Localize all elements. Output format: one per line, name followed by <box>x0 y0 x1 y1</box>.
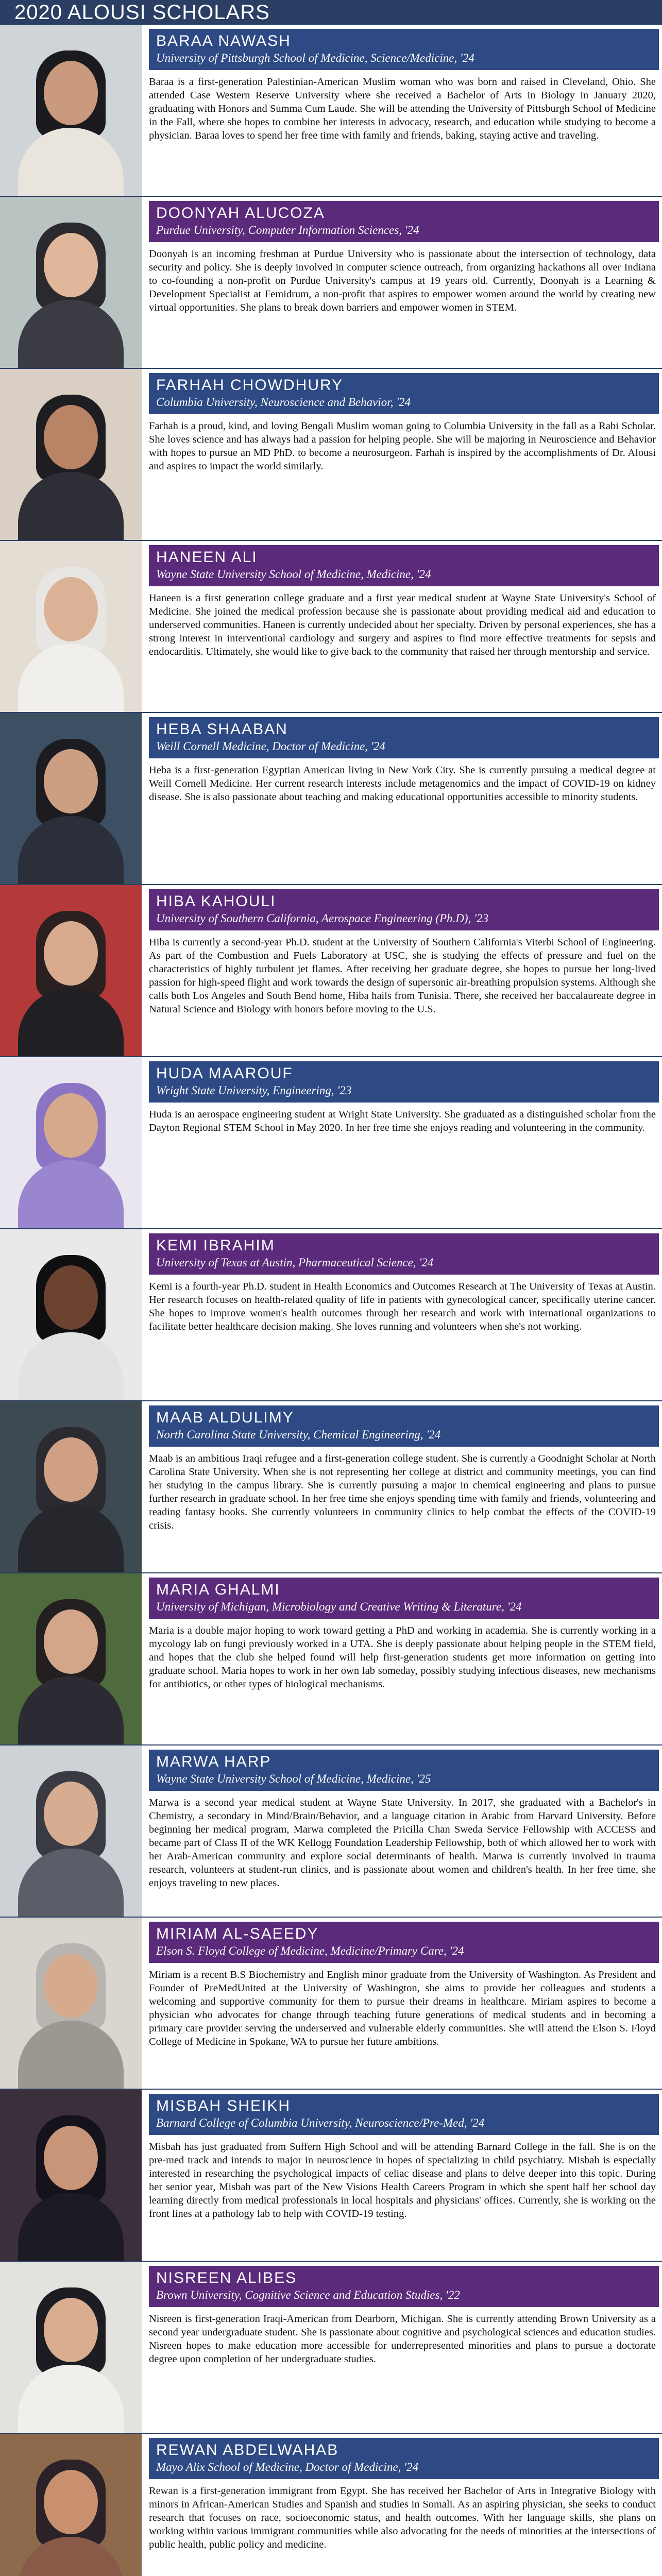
portrait-face <box>44 1093 98 1158</box>
name-bar <box>149 2438 659 2479</box>
portrait-body <box>18 816 124 884</box>
portrait-body <box>18 128 124 196</box>
scholar-photo <box>0 197 142 368</box>
scholar-photo <box>0 713 142 884</box>
scholar-entry-haneen-ali <box>0 541 662 713</box>
portrait-body <box>18 2365 124 2433</box>
portrait-face <box>44 921 98 986</box>
portrait-body <box>18 1504 124 1572</box>
portrait-face <box>44 1437 98 1502</box>
name-bar <box>149 29 659 70</box>
scholar-name: NISREEN ALIBES <box>156 2269 297 2286</box>
scholar-bio: Misbah has just graduated from Suffern High School and will be attending Barnard College in the fall. She is on the pre-med track and intends to major in neuroscience in hopes of specializing in child psychiatry. Misbah is especially interested in researching the psychological impacts of celiac disease and plans to delve deeper into this topic. During her senior year, Misbah was part of the New Visions Health Careers Program in which she spent half her school day learning directly from medical professionals in local hospitals and physicians' offices. Currently, she is working on the front lines at a pathology lab to help with COVID-19 testing. <box>149 2141 656 2219</box>
scholar-photo <box>0 1918 142 2089</box>
portrait-body <box>18 988 124 1056</box>
scholar-name: REWAN ABDELWAHAB <box>156 2442 339 2459</box>
scholar-photo <box>0 2262 142 2433</box>
name-bar <box>149 1233 659 1275</box>
scholar-name: HIBA KAHOULI <box>156 893 276 910</box>
scholar-name: MISBAH SHEIKH <box>156 2097 291 2114</box>
scholar-list <box>0 25 662 2576</box>
name-bar <box>149 717 659 758</box>
scholar-name: HEBA SHAABAN <box>156 721 288 738</box>
scholar-bio: Maab is an ambitious Iraqi refugee and a first-generation college student. She is currently a Goodnight Scholar at North Carolina State University. When she is not representing her college at district and community meetings, you can find her studying in the campus library. She is currently pursuing a major in chemical engineering and plans to pursue further research in graduate school. In her free time she enjoys spending time with family and friends, volunteering and reading fantasy books. She currently volunteers in community clinics to help combat the effects of the COVID-19 crisis. <box>149 1453 656 1531</box>
scholar-bio: Baraa is a first-generation Palestinian-American Muslim woman who was born and raised in Cleveland, Ohio. She attended Case Western Reserve University where she received a Bachelor of Arts in Biology in January 2020, graduating with Honors and Summa Cum Laude. She will be attending the University of Pittsburgh School of Medicine in the Fall, where she hopes to combine her interests in advocacy, research, and education while studying to become a physician. Baraa loves to spend her free time with family and friends, baking, staying active and traveling. <box>149 76 656 141</box>
portrait-face <box>44 577 98 641</box>
scholar-entry-nisreen-alibes <box>0 2262 662 2434</box>
scholar-school: Barnard College of Columbia University, Neuroscience/Pre-Med, '24 <box>156 2116 485 2129</box>
name-bar <box>149 1922 659 1963</box>
scholar-school: Wright State University, Engineering, '23 <box>156 1084 352 1097</box>
scholar-photo <box>0 1229 142 1400</box>
name-bar <box>149 1578 659 1619</box>
scholar-entry-kemi-ibrahim <box>0 1229 662 1401</box>
name-bar <box>149 373 659 414</box>
scholar-entry-doonyah-alucoza <box>0 197 662 369</box>
portrait-face <box>44 2126 98 2190</box>
scholar-bio: Maria is a double major hoping to work toward getting a PhD and working in academia. She is currently working in a mycology lab on fungi previously worked in a UTA. She is deeply passionate about helping people in the STEM field, and hopes that the club she helped found will help first-generation students get more information on getting into graduate school. Maria hopes to work in her own lab someday, possibly studying infectious diseases, new mechanisms for antibiotics, or other types of biological mechanisms. <box>149 1625 656 1690</box>
name-bar <box>149 889 659 930</box>
scholar-bio: Miriam is a recent B.S Biochemistry and English minor graduate from the University of Washington. As President and Founder of PreMedUnited at the University of Washington, she aims to provide her colleagues and students a welcoming and supportive community for them to pursue their dreams in healthcare. Miriam aspires to become a physician who advocates for change through teaching future generations of medical students and in becoming a primary care provider serving the underserved and vulnerable elderly communities. She will attend the Elson S. Floyd College of Medicine in Spokane, WA to pursue her future ambitions. <box>149 1969 656 2047</box>
scholar-name: FARHAH CHOWDHURY <box>156 377 344 394</box>
scholar-bio: Farhah is a proud, kind, and loving Bengali Muslim woman going to Columbia University in the fall as a Rabi Scholar. She loves science and has always had a passion for helping people. She will be majoring in Neuroscience and Behavior with hopes to pursue an MD PhD. to become a neurosurgeon. Farhah is inspired by the accomplishments of Dr. Alousi and aspires to impact the world similarly. <box>149 420 656 472</box>
scholar-name: MARIA GHALMI <box>156 1581 280 1598</box>
portrait-face <box>44 61 98 125</box>
portrait-body <box>18 1849 124 1917</box>
scholar-photo <box>0 541 142 712</box>
portrait-body <box>18 1332 124 1400</box>
page-title: 2020 ALOUSI SCHOLARS <box>0 0 662 25</box>
scholar-bio: Hiba is currently a second-year Ph.D. student at the University of Southern California's Viterbi School of Engineering. As part of the Combustion and Fuels Laboratory at USC, she is studying the effects of pressure and fuel on the characteristics of highly turbulent jet flames. After receiving her graduate degree, she hopes to pursue her long-lived passion for high-speed flight and work towards the design of supersonic air-breathing propulsion systems. Although she calls both Los Angeles and South Bend home, Hiba hails from Tunisia. There, she received her baccalaureate degree in Natural Science and Biology with honors before moving to the U.S. <box>149 937 656 1015</box>
scholar-entry-misbah-sheikh <box>0 2090 662 2262</box>
scholar-entry-baraa-nawash <box>0 25 662 197</box>
portrait-face <box>44 1782 98 1846</box>
portrait-face <box>44 405 98 469</box>
scholar-name: MARWA HARP <box>156 1753 271 1770</box>
scholar-photo <box>0 1745 142 1917</box>
scholar-school: Columbia University, Neuroscience and Behavior, '24 <box>156 396 411 409</box>
scholar-bio: Heba is a first-generation Egyptian American living in New York City. She is currently pursuing a medical degree at Weill Cornell Medicine. Her current research interests include metagenomics and the impact of COVID-19 on kidney disease. She is also passionate about teaching and making educational opportunities accessible to minority students. <box>149 765 656 803</box>
portrait-face <box>44 233 98 297</box>
portrait-face <box>44 749 98 814</box>
portrait-face <box>44 2470 98 2534</box>
scholar-school: University of Texas at Austin, Pharmaceutical Science, '24 <box>156 1256 434 1269</box>
portrait-face <box>44 2298 98 2362</box>
scholar-photo <box>0 885 142 1056</box>
scholar-entry-farhah-chowdhury <box>0 369 662 541</box>
name-bar <box>149 2266 659 2307</box>
scholar-photo <box>0 369 142 540</box>
portrait-body <box>18 472 124 540</box>
portrait-face <box>44 1954 98 2018</box>
scholar-name: DOONYAH ALUCOZA <box>156 205 325 222</box>
scholar-school: University of Pittsburgh School of Medicine, Science/Medicine, '24 <box>156 52 474 64</box>
scholar-name: KEMI IBRAHIM <box>156 1237 275 1254</box>
portrait-body <box>18 2193 124 2261</box>
scholar-photo <box>0 2434 142 2576</box>
portrait-body <box>18 1160 124 1228</box>
name-bar <box>149 2094 659 2135</box>
scholar-bio: Rewan is a first-generation immigrant from Egypt. She has received her Bachelor of Arts in Integrative Biology with minors in African-American Studies and Spanish and studies in Somali. As an aspiring physician, she seeks to conduct research that focuses on race, socioeconomic status, and health outcomes. With her language skills, she plans on working within various immigrant communities while also advocating for the needs of minorities at the intersections of public health, public policy and medicine. <box>149 2485 656 2550</box>
scholar-bio: Nisreen is first-generation Iraqi-American from Dearborn, Michigan. She is currently attending Brown University as a second year undergraduate student. She is passionate about cognitive and psychological sciences and education studies. Nisreen hopes to make education more accessible for underrepresented minorities and plans to pursue a doctorate degree upon completion of her undergraduate studies. <box>149 2313 656 2365</box>
scholar-entry-miriam-al-saeedy <box>0 1918 662 2090</box>
scholar-entry-hiba-kahouli <box>0 885 662 1057</box>
name-bar <box>149 1750 659 1791</box>
scholar-school: North Carolina State University, Chemical Engineering, '24 <box>156 1428 441 1441</box>
scholar-entry-marwa-harp <box>0 1745 662 1918</box>
scholar-photo <box>0 1401 142 1572</box>
name-bar <box>149 201 659 242</box>
portrait-body <box>18 644 124 712</box>
scholar-name: MAAB ALDULIMY <box>156 1409 294 1426</box>
scholar-school: Brown University, Cognitive Science and Education Studies, '22 <box>156 2289 460 2301</box>
scholar-entry-rewan-abdelwahab <box>0 2434 662 2576</box>
scholar-photo <box>0 25 142 196</box>
scholar-bio: Kemi is a fourth-year Ph.D. student in Health Economics and Outcomes Research at The University of Texas at Austin. Her research focuses on health-related quality of life in patients with gynecological cancer, specifically uterine cancer. She hopes to improve women's health outcomes through her research and work with international organizations to facilitate better healthcare decision making. She loves running and volunteers when she's not working. <box>149 1281 656 1332</box>
scholar-school: Wayne State University School of Medicine, Medicine, '24 <box>156 568 431 581</box>
scholar-bio: Haneen is a first generation college graduate and a first year medical student at Wayne State University's School of Medicine. She joined the medical profession because she is passionate about providing medical aid and education to underserved communities. Haneen is currently undecided about her specialty. Driven by personal experiences, she has a strong interest in interventional cardiology and surgery and aspires to find more effective treatments for sepsis and endocarditis. Ultimately, she would like to give back to the community that raised her through mentorship and service. <box>149 592 656 657</box>
scholar-name: HUDA MAAROUF <box>156 1065 293 1082</box>
scholar-entry-maria-ghalmi <box>0 1573 662 1745</box>
scholar-entry-huda-maarouf <box>0 1057 662 1229</box>
name-bar <box>149 1405 659 1447</box>
portrait-face <box>44 1265 98 1330</box>
scholar-name: BARAA NAWASH <box>156 32 291 49</box>
portrait-body <box>18 300 124 368</box>
portrait-face <box>44 1609 98 1674</box>
scholar-photo <box>0 2090 142 2261</box>
scholar-entry-heba-shaaban <box>0 713 662 885</box>
scholar-name: HANEEN ALI <box>156 549 258 566</box>
scholar-photo <box>0 1573 142 1744</box>
scholar-school: Mayo Alix School of Medicine, Doctor of Medicine, '24 <box>156 2461 419 2473</box>
portrait-body <box>18 1676 124 1744</box>
scholar-entry-maab-aldulimy <box>0 1401 662 1573</box>
scholar-bio: Huda is an aerospace engineering student at Wright State University. She graduated as a distinguished scholar from the Dayton Regional STEM School in May 2020. In her free time she enjoys reading and volunteering in the community. <box>149 1109 656 1133</box>
scholar-school: Purdue University, Computer Information Sciences, '24 <box>156 224 419 236</box>
scholar-school: University of Michigan, Microbiology and Creative Writing & Literature, '24 <box>156 1600 522 1613</box>
scholar-school: Weill Cornell Medicine, Doctor of Medicine, '24 <box>156 740 385 753</box>
scholar-school: Wayne State University School of Medicine, Medicine, '25 <box>156 1772 431 1785</box>
scholar-name: MIRIAM AL-SAEEDY <box>156 1925 319 1942</box>
scholar-school: University of Southern California, Aerospace Engineering (Ph.D), '23 <box>156 912 488 925</box>
name-bar <box>149 1061 659 1103</box>
scholar-bio: Doonyah is an incoming freshman at Purdue University who is passionate about the intersection of technology, data security and policy. She is deeply involved in computer science outreach, from organizing hackathons all over Indiana to co-founding a non-profit on Purdue University's campus at 19 years old. Currently, Doonyah is a Learning & Development Specialist at Femidrum, a non-profit that aspires to empower women around the world by creating new virtual opportunities. She plans to break down barriers and empower women in STEM. <box>149 248 656 313</box>
scholar-photo <box>0 1057 142 1228</box>
portrait-body <box>18 2021 124 2089</box>
name-bar <box>149 545 659 586</box>
portrait-body <box>18 2537 124 2576</box>
scholar-school: Elson S. Floyd College of Medicine, Medicine/Primary Care, '24 <box>156 1944 464 1957</box>
scholar-bio: Marwa is a second year medical student at Wayne State University. In 2017, she graduated with a Bachelor's in Chemistry, a secondary in Mind/Brain/Behavior, and a language citation in Arabic from Harvard University. Before beginning her medical program, Marwa completed the Pricilla Chan Sweda Service Fellowship with ACCESS and became part of Class II of the WK Kellogg Foundation Leadership Fellowship, both of which allowed her to work with her Arab-American community and explore social determinants of health. Marwa is currently involved in trauma research, volunteers at student-run clinics, and is passionate about women and children's health. In her free time, she enjoys traveling to new places. <box>149 1797 656 1889</box>
